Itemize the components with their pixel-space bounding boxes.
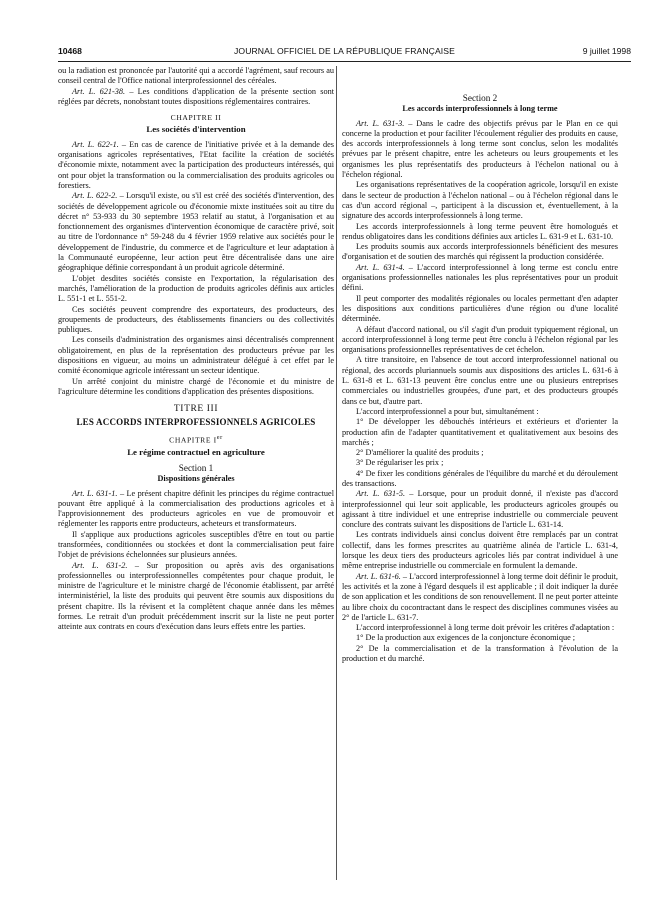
paragraph: Les conseils d'administration des organismes ainsi décentralisés comprennent obligatoirement, en plus de la représentation des producteurs prévue par les dispositions en vigueur, au moins un administrateur délégué à cet effet par le comité économique agricole intéressant un secteur identique. (58, 335, 334, 376)
article-ref: Art. L. 631-5. (356, 489, 406, 499)
article-text: – Sur proposition ou après avis des organisations professionnelles ou interprofessionnelles compétentes pour chaque produit, le ministre de l'agriculture et le ministre chargé de l'économie établissent, par arrêté interministériel, la liste des produits qui peuvent être soumis aux dispositions du présent chapitre. Ils la révisent et la complètent chaque année dans les mêmes formes. Le retrait d'un produit précédemment inscrit sur la liste ne peut porter atteinte aux contrats en cours d'exécution dans leurs effets entre les parties. (58, 560, 334, 632)
chapter-title: Le régime contractuel en agriculture (127, 446, 265, 457)
article-text: – L'accord interprofessionnel à long terme doit définir le produit, les activités et la zone à l'égard desquels il est applicable ; il doit indiquer la durée de son application et les conditions de son renouvellement. Il ne peut porter atteinte au libre choix du cocontractant dans le respect des disciplines communes visées au 2° de l'article L. 631-7. (342, 571, 618, 622)
article-paragraph (58, 191, 334, 273)
article-ref: Art. L. 622-1. (72, 139, 119, 149)
article-paragraph (342, 119, 618, 181)
article-paragraph (58, 87, 334, 108)
article-text: – Les conditions d'application de la présente section sont réglées par décrets, nonobstant toutes dispositions réglementaires contraires. (58, 86, 334, 106)
title-heading: TITRE III (173, 404, 219, 415)
article-ref: Art. L. 622-2. (72, 191, 118, 201)
paragraph: ou la radiation est prononcée par l'autorité qui a accordé l'agrément, sauf recours au conseil central de l'Office national interprofessionnel des céréales. (58, 66, 334, 86)
list-item: 2° D'améliorer la qualité des produits ; (356, 448, 484, 458)
list-item: 4° De fixer les conditions générales de l'équilibre du marché et du déroulement des transactions. (342, 468, 618, 488)
article-paragraph (58, 561, 334, 633)
paragraph: Il peut comporter des modalités régionales ou locales permettant d'en adapter les dispositions aux conditions particulières d'une région ou d'une localité déterminée. (342, 293, 618, 324)
page-number: 10468 (58, 46, 82, 56)
article-paragraph (58, 140, 334, 191)
right-column (342, 66, 618, 664)
chapter-superscript: er (216, 433, 223, 441)
header-rule (58, 61, 631, 62)
paragraph: L'objet desdites sociétés consiste en l'exportation, la régularisation des marchés, l'amélioration de la production de produits agricoles définis aux articles L. 551-1 et L. 551-2. (58, 273, 334, 304)
chapter-heading (58, 433, 334, 446)
list-item: 1° De développer les débouchés intérieurs et extérieurs et d'orienter la production afin de l'adapter quantitativement et qualitativement aux besoins des marchés ; (342, 417, 618, 447)
chapter-title: Les sociétés d'intervention (146, 124, 246, 135)
section-heading: Section 2 (462, 93, 498, 103)
list-item: 3° De régulariser les prix ; (356, 458, 444, 468)
paragraph: A défaut d'accord national, ou s'il s'agit d'un produit typiquement régional, un accord interprofessionnel à long terme peut être conclu à l'échelon régional par les organisations professionnelles représentatives de cet échelon. (342, 324, 618, 355)
chapter-heading: CHAPITRE II (170, 113, 222, 123)
list-item: 1° De la production aux exigences de la conjoncture économique ; (356, 633, 576, 643)
publication-date: 9 juillet 1998 (582, 46, 631, 56)
paragraph: L'accord interprofessionnel à long terme doit prévoir les critères d'adaptation : (356, 623, 615, 633)
article-ref: Art. L. 631-6. (356, 571, 401, 581)
list-item: 2° De la commercialisation et de la transformation à l'évolution de la production et du marché. (342, 643, 618, 664)
article-text: – En cas de carence de l'initiative privée et à la demande des organisations agricoles représentatives, l'Etat facilite la création de sociétés d'économie mixte, notamment avec la participation des producteurs intéressés, qui ont pour objet la transformation ou la commercialisation des produits agricoles ou forestiers. (58, 139, 334, 190)
page-header (58, 46, 631, 60)
paragraph: Il s'applique aux productions agricoles susceptibles d'être en tout ou partie transformées, conditionnées ou stockées et dont la commercialisation peut faire l'objet de prévisions échelonnées sur plusieurs années. (58, 529, 334, 560)
column-divider (336, 66, 337, 880)
article-paragraph (58, 489, 334, 530)
paragraph: Un arrêté conjoint du ministre chargé de l'économie et du ministre de l'agriculture détermine les conditions d'application des présentes dispositions. (58, 376, 334, 396)
article-ref: Art. L. 631-3. (356, 118, 405, 128)
article-text: – Lorsque, pour un produit donné, il n'existe pas d'accord interprofessionnel qui leur soit applicable, les producteurs agricoles groupés ou agissant à titre individuel et une entreprise industrielle ou commerciale peuvent conclure des contrats suivant les dispositions de l'article L. 631-14. (342, 489, 618, 530)
article-text: – L'accord interprofessionnel à long terme est conclu entre organisations professionnelles nationales les plus représentatives pour un produit défini. (342, 262, 618, 293)
article-text: – Dans le cadre des objectifs prévus par le Plan en ce qui concerne la production et pour faciliter l'écoulement régulier des produits en cause, des accords interprofessionnels à long terme sont conclus, selon les modalités prévues par le présent chapitre, entre les acheteurs ou leurs groupements et les organismes les plus représentatifs des producteurs à l'échelon national ou à l'échelon régional. (342, 118, 618, 180)
paragraph: Les contrats individuels ainsi conclus doivent être remplacés par un contrat collectif, dans les formes prescrites au quatrième alinéa de l'article L. 631-4, lorsque les deux tiers des producteurs agricoles liés par contrat individuel à une même entreprise industrielle ou commerciale en formulent la demande. (342, 530, 618, 571)
article-ref: Art. L. 631-1. (72, 488, 118, 498)
article-ref: Art. L. 621-38. (72, 86, 126, 96)
article-ref: Art. L. 631-4. (356, 262, 405, 272)
article-paragraph (342, 572, 618, 623)
paragraph: A titre transitoire, en l'absence de tout accord interprofessionnel national ou régional, des accords pluriannuels soumis aux dispositions des articles L. 631-6 à L. 631-8 et L. 631-13 peuvent être conclus entre une ou plusieurs entreprises commerciales ou industrielles groupées, d'une part, et des producteurs groupés dans ce but, d'autre part. (342, 355, 618, 406)
article-ref: Art. L. 631-2. (72, 560, 128, 570)
paragraph: Ces sociétés peuvent comprendre des exportateurs, des producteurs, des groupements de producteurs, des établissements financiers ou des collectivités publiques. (58, 304, 334, 335)
section-title: Les accords interprofessionnels à long terme (402, 104, 558, 114)
section-title: Dispositions générales (157, 474, 235, 484)
title-name: LES ACCORDS INTERPROFESSIONNELS AGRICOLES (76, 416, 316, 427)
journal-title: JOURNAL OFFICIEL DE LA RÉPUBLIQUE FRANÇAISE (234, 46, 455, 56)
paragraph: Les organisations représentatives de la coopération agricole, lorsqu'il en existe dans le secteur de production à l'échelon national – ou à l'échelon régional dans le cas d'un accord régional –, participent à la discussion et, éventuellement, à la signature des accords interprofessionnels à long terme. (342, 180, 618, 221)
article-text: – Lorsqu'il existe, ou s'il est créé des sociétés d'intervention, des sociétés de développement agricole ou d'économie mixte instituées soit au titre du décret n° 53-933 du 30 septembre 1953 relatif au statut, à l'organisation et au fonctionnement des organismes d'intervention économique de caractère privé, soit au titre de l'ordonnance n° 59-248 du 4 février 1959 relative aux sociétés pour le développement de l'industrie, du commerce et de l'agriculture et leur adaptation à la Communauté européenne, leur action peut être décentralisée dans une aire géographique définie correspondant à un produit agricole déterminé. (58, 191, 334, 273)
article-paragraph (342, 489, 618, 530)
article-paragraph (342, 263, 618, 294)
section-heading: Section 1 (178, 462, 214, 473)
paragraph: Les produits soumis aux accords interprofessionnels bénéficient des mesures d'organisation et de soutien des marchés qui régissent la production considérée. (342, 242, 618, 262)
left-column (58, 66, 334, 633)
article-text: – Le présent chapitre définit les principes du régime contractuel pouvant être appliqué à la commercialisation des productions agricoles et à l'approvisionnement des producteurs agricoles en vue de promouvoir et réglementer les rapports entre producteurs, acheteurs et transformateurs. (58, 488, 334, 529)
paragraph: Les accords interprofessionnels à long terme peuvent être homologués et rendus obligatoires dans les conditions définies aux articles L. 631-9 et L. 631-10. (342, 221, 618, 241)
paragraph: L'accord interprofessionnel a pour but, simultanément : (356, 406, 539, 416)
chapter-label: CHAPITRE I (169, 435, 217, 445)
